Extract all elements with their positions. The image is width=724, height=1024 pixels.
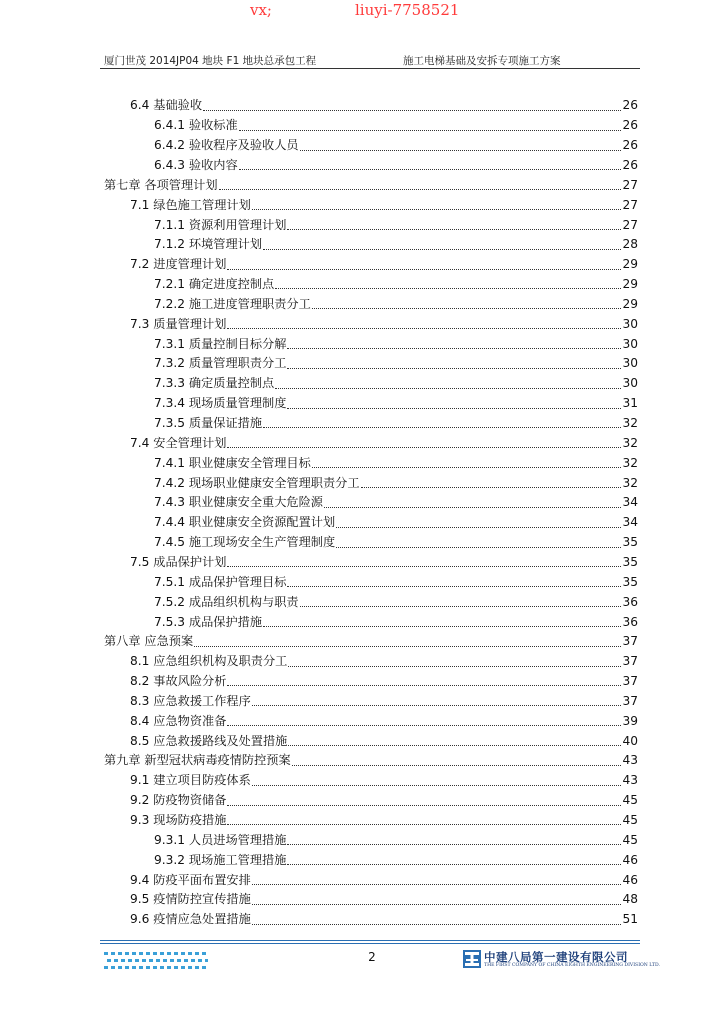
toc-entry-title: 7.2 进度管理计划	[130, 257, 227, 272]
toc-dot-leader	[300, 606, 622, 607]
toc-entry-title: 7.2.1 确定进度控制点	[154, 277, 275, 292]
toc-entry[interactable]	[130, 255, 638, 275]
toc-dot-leader	[239, 130, 622, 131]
toc-entry-page: 29	[622, 277, 638, 292]
toc-entry-page: 34	[622, 515, 638, 530]
toc-entry[interactable]	[130, 652, 638, 672]
toc-entry-title: 7.1.1 资源利用管理计划	[154, 217, 287, 232]
toc-entry-page: 26	[622, 138, 638, 153]
toc-entry-title: 9.3.1 人员进场管理措施	[154, 832, 287, 847]
toc-dot-leader	[227, 685, 621, 686]
toc-entry-page: 27	[622, 197, 638, 212]
toc-dot-leader	[336, 547, 621, 548]
toc-entry-title: 6.4.2 验收程序及验收人员	[154, 138, 299, 153]
toc-entry-page: 27	[622, 177, 638, 192]
toc-dot-leader	[227, 328, 621, 329]
toc-entry[interactable]	[104, 175, 638, 195]
pattern-mark	[205, 959, 208, 962]
toc-entry-page: 45	[622, 813, 638, 828]
toc-entry[interactable]	[130, 711, 638, 731]
toc-entry[interactable]	[154, 453, 638, 473]
toc-dot-leader	[252, 924, 622, 925]
toc-entry[interactable]	[130, 890, 638, 910]
toc-entry-page: 36	[622, 594, 638, 609]
toc-entry-title: 9.3.2 现场施工管理措施	[154, 852, 287, 867]
pattern-mark	[128, 959, 132, 962]
toc-entry[interactable]	[154, 235, 638, 255]
toc-dot-leader	[287, 408, 621, 409]
toc-entry-title: 7.4.2 现场职业健康安全管理职责分工	[154, 475, 360, 490]
toc-entry-title: 第七章 各项管理计划	[104, 177, 218, 192]
toc-entry-page: 37	[622, 693, 638, 708]
toc-entry-page: 30	[622, 316, 638, 331]
toc-entry-page: 35	[622, 574, 638, 589]
toc-entry-page: 26	[622, 98, 638, 113]
toc-dot-leader	[263, 249, 621, 250]
toc-entry-page: 28	[622, 237, 638, 252]
toc-entry-page: 29	[622, 257, 638, 272]
toc-entry-page: 46	[622, 872, 638, 887]
toc-entry-page: 27	[622, 217, 638, 232]
pattern-mark	[135, 959, 139, 962]
toc-entry-title: 7.5.3 成品保护措施	[154, 614, 263, 629]
toc-entry[interactable]	[130, 910, 638, 930]
pattern-mark	[188, 966, 192, 969]
company-name-en: THE FIRST COMPANY OF CHINA EIGHTH ENGINEERING DIVISION LTD.	[484, 963, 660, 968]
toc-dot-leader	[287, 368, 621, 369]
toc-entry[interactable]	[154, 572, 638, 592]
toc-entry-title: 8.2 事故风险分析	[130, 674, 227, 689]
toc-dot-leader	[287, 586, 621, 587]
toc-dot-leader	[263, 427, 621, 428]
toc-dot-leader	[252, 705, 622, 706]
toc-entry-page: 37	[622, 654, 638, 669]
toc-entry[interactable]	[154, 493, 638, 513]
pattern-mark	[146, 966, 150, 969]
toc-entry-title: 7.3.2 质量管理职责分工	[154, 356, 287, 371]
pattern-mark	[163, 959, 167, 962]
toc-dot-leader	[227, 824, 621, 825]
toc-entry[interactable]	[154, 612, 638, 632]
toc-entry-page: 31	[622, 396, 638, 411]
toc-dot-leader	[324, 507, 622, 508]
toc-entry-title: 7.5 成品保护计划	[130, 554, 227, 569]
toc-entry[interactable]	[154, 215, 638, 235]
toc-dot-leader	[203, 110, 621, 111]
toc-entry-page: 30	[622, 336, 638, 351]
pattern-mark	[132, 966, 136, 969]
pattern-mark	[111, 966, 115, 969]
toc-entry[interactable]	[154, 533, 638, 553]
pattern-mark	[174, 952, 178, 955]
toc-entry[interactable]	[130, 791, 638, 811]
toc-dot-leader	[287, 844, 621, 845]
toc-entry[interactable]	[154, 374, 638, 394]
pattern-mark	[177, 959, 181, 962]
toc-entry[interactable]	[154, 334, 638, 354]
footer-divider-thick	[100, 940, 640, 941]
toc-dot-leader	[312, 467, 622, 468]
toc-dot-leader	[252, 785, 622, 786]
pattern-mark	[153, 952, 157, 955]
toc-dot-leader	[252, 904, 622, 905]
toc-entry[interactable]	[130, 195, 638, 215]
toc-dot-leader	[287, 864, 621, 865]
toc-entry-page: 45	[622, 793, 638, 808]
pattern-mark	[104, 966, 108, 969]
pattern-mark	[160, 952, 164, 955]
toc-entry-title: 9.3 现场防疫措施	[130, 813, 227, 828]
toc-dot-leader	[288, 745, 621, 746]
toc-entry-title: 7.4.5 施工现场安全生产管理制度	[154, 535, 336, 550]
toc-dot-leader	[239, 169, 622, 170]
pattern-mark	[153, 966, 157, 969]
toc-entry-page: 32	[622, 475, 638, 490]
watermark-left: vx;	[250, 1, 272, 19]
toc-entry-title: 第八章 应急预案	[104, 634, 194, 649]
toc-entry-title: 9.1 建立项目防疫体系	[130, 773, 251, 788]
toc-entry[interactable]	[154, 116, 638, 136]
watermark	[0, 0, 724, 22]
toc-entry-title: 7.5.1 成品保护管理目标	[154, 574, 287, 589]
toc-dot-leader	[275, 288, 621, 289]
header-divider	[100, 68, 640, 69]
toc-dot-leader	[227, 447, 621, 448]
toc-entry-page: 32	[622, 416, 638, 431]
toc-entry[interactable]	[154, 830, 638, 850]
toc-entry-title: 7.4.3 职业健康安全重大危险源	[154, 495, 323, 510]
toc-entry[interactable]	[154, 592, 638, 612]
pattern-mark	[184, 959, 188, 962]
header-document-title: 施工电梯基础及安拆专项施工方案	[403, 55, 561, 67]
toc-entry-title: 7.4.4 职业健康安全资源配置计划	[154, 515, 336, 530]
toc-entry-page: 45	[622, 832, 638, 847]
toc-entry-page: 34	[622, 495, 638, 510]
toc-entry[interactable]	[104, 751, 638, 771]
footer-divider-thin	[100, 943, 640, 944]
pattern-mark	[195, 952, 199, 955]
toc-entry-page: 39	[622, 713, 638, 728]
pattern-mark	[170, 959, 174, 962]
toc-dot-leader	[219, 189, 622, 190]
toc-entry[interactable]	[130, 811, 638, 831]
pattern-mark	[121, 959, 125, 962]
toc-entry[interactable]	[130, 672, 638, 692]
toc-dot-leader	[275, 388, 621, 389]
toc-entry[interactable]	[154, 295, 638, 315]
toc-dot-leader	[300, 150, 622, 151]
toc-entry-title: 7.5.2 成品组织机构与职责	[154, 594, 299, 609]
pattern-mark	[160, 966, 164, 969]
footer-decorative-pattern	[102, 950, 208, 972]
pattern-mark	[202, 966, 206, 969]
pattern-mark	[202, 952, 206, 955]
toc-entry-title: 7.3.5 质量保证措施	[154, 416, 263, 431]
toc-entry[interactable]	[154, 414, 638, 434]
toc-entry-page: 51	[622, 912, 638, 927]
toc-entry[interactable]	[130, 692, 638, 712]
company-logo-icon	[463, 950, 481, 968]
toc-dot-leader	[288, 666, 621, 667]
toc-entry[interactable]	[130, 433, 638, 453]
toc-dot-leader	[292, 765, 622, 766]
pattern-mark	[142, 959, 146, 962]
toc-dot-leader	[287, 348, 621, 349]
toc-entry-page: 35	[622, 535, 638, 550]
toc-entry-page: 35	[622, 554, 638, 569]
toc-entry[interactable]	[130, 771, 638, 791]
pattern-mark	[198, 959, 202, 962]
toc-dot-leader	[287, 229, 621, 230]
toc-entry-title: 7.3.4 现场质量管理制度	[154, 396, 287, 411]
toc-entry-title: 9.2 防疫物资储备	[130, 793, 227, 808]
toc-dot-leader	[252, 884, 622, 885]
toc-dot-leader	[194, 646, 621, 647]
toc-entry-page: 26	[622, 157, 638, 172]
toc-entry-title: 8.3 应急救援工作程序	[130, 693, 251, 708]
toc-entry[interactable]	[130, 870, 638, 890]
toc-entry-page: 30	[622, 376, 638, 391]
toc-entry[interactable]	[154, 513, 638, 533]
pattern-mark	[139, 952, 143, 955]
pattern-mark	[104, 952, 108, 955]
toc-dot-leader	[312, 308, 622, 309]
pattern-mark	[188, 952, 192, 955]
pattern-mark	[125, 966, 129, 969]
toc-entry-title: 7.2.2 施工进度管理职责分工	[154, 296, 311, 311]
toc-entry[interactable]	[130, 731, 638, 751]
pattern-mark	[107, 959, 111, 962]
pattern-mark	[167, 966, 171, 969]
toc-dot-leader	[252, 209, 622, 210]
toc-entry-page: 37	[622, 634, 638, 649]
pattern-mark	[181, 952, 185, 955]
toc-entry-page: 37	[622, 674, 638, 689]
toc-entry[interactable]	[154, 354, 638, 374]
toc-entry-page: 36	[622, 614, 638, 629]
toc-dot-leader	[227, 725, 621, 726]
pattern-mark	[156, 959, 160, 962]
toc-dot-leader	[263, 626, 621, 627]
pattern-mark	[191, 959, 195, 962]
toc-dot-leader	[361, 487, 622, 488]
toc-entry-title: 9.4 防疫平面布置安排	[130, 872, 251, 887]
pattern-mark	[149, 959, 153, 962]
toc-entry-title: 7.4 安全管理计划	[130, 435, 227, 450]
pattern-mark	[111, 952, 115, 955]
toc-entry-page: 48	[622, 892, 638, 907]
toc-entry-page: 46	[622, 852, 638, 867]
toc-entry[interactable]	[154, 394, 638, 414]
toc-entry-title: 6.4.3 验收内容	[154, 157, 238, 172]
pattern-mark	[132, 952, 136, 955]
pattern-mark	[125, 952, 129, 955]
toc-entry-title: 9.6 疫情应急处置措施	[130, 912, 251, 927]
toc-entry-title: 9.5 疫情防控宣传措施	[130, 892, 251, 907]
toc-entry-title: 7.3 质量管理计划	[130, 316, 227, 331]
toc-entry-title: 8.5 应急救援路线及处置措施	[130, 733, 288, 748]
toc-entry[interactable]	[104, 632, 638, 652]
toc-entry[interactable]	[130, 96, 638, 116]
toc-entry-title: 第九章 新型冠状病毒疫情防控预案	[104, 753, 291, 768]
toc-entry-page: 26	[622, 118, 638, 133]
toc-entry[interactable]	[130, 314, 638, 334]
toc-entry-page: 43	[622, 753, 638, 768]
toc-entry-title: 7.3.3 确定质量控制点	[154, 376, 275, 391]
toc-entry-title: 8.4 应急物资准备	[130, 713, 227, 728]
toc-entry[interactable]	[154, 850, 638, 870]
page-number: 2	[368, 950, 376, 964]
pattern-mark	[174, 966, 178, 969]
toc-entry-title: 7.1.2 环境管理计划	[154, 237, 263, 252]
pattern-mark	[139, 966, 143, 969]
toc-entry[interactable]	[154, 275, 638, 295]
watermark-right: liuyi-7758521	[355, 1, 460, 19]
toc-entry-page: 32	[622, 435, 638, 450]
pattern-mark	[118, 966, 122, 969]
toc-entry[interactable]	[154, 473, 638, 493]
toc-entry-title: 6.4.1 验收标准	[154, 118, 238, 133]
company-name-cn: 中建八局第一建设有限公司	[484, 950, 628, 964]
pattern-mark	[195, 966, 199, 969]
pattern-mark	[167, 952, 171, 955]
toc-entry-title: 7.3.1 质量控制目标分解	[154, 336, 287, 351]
pattern-mark	[114, 959, 118, 962]
toc-entry[interactable]	[130, 553, 638, 573]
toc-entry-title: 6.4 基础验收	[130, 98, 203, 113]
toc-entry-title: 7.4.1 职业健康安全管理目标	[154, 455, 311, 470]
toc-entry-title: 7.1 绿色施工管理计划	[130, 197, 251, 212]
toc-entry[interactable]	[154, 136, 638, 156]
toc-dot-leader	[336, 527, 621, 528]
pattern-mark	[146, 952, 150, 955]
toc-entry-page: 29	[622, 296, 638, 311]
toc-dot-leader	[227, 566, 621, 567]
toc-dot-leader	[227, 805, 621, 806]
pattern-mark	[181, 966, 185, 969]
toc-entry-page: 30	[622, 356, 638, 371]
toc-entry-page: 43	[622, 773, 638, 788]
pattern-mark	[118, 952, 122, 955]
toc-entry-page: 40	[622, 733, 638, 748]
toc-entry-title: 8.1 应急组织机构及职责分工	[130, 654, 288, 669]
toc-entry-page: 32	[622, 455, 638, 470]
toc-entry[interactable]	[154, 156, 638, 176]
header-project-title: 厦门世茂 2014JP04 地块 F1 地块总承包工程	[104, 55, 317, 67]
toc-dot-leader	[227, 269, 621, 270]
